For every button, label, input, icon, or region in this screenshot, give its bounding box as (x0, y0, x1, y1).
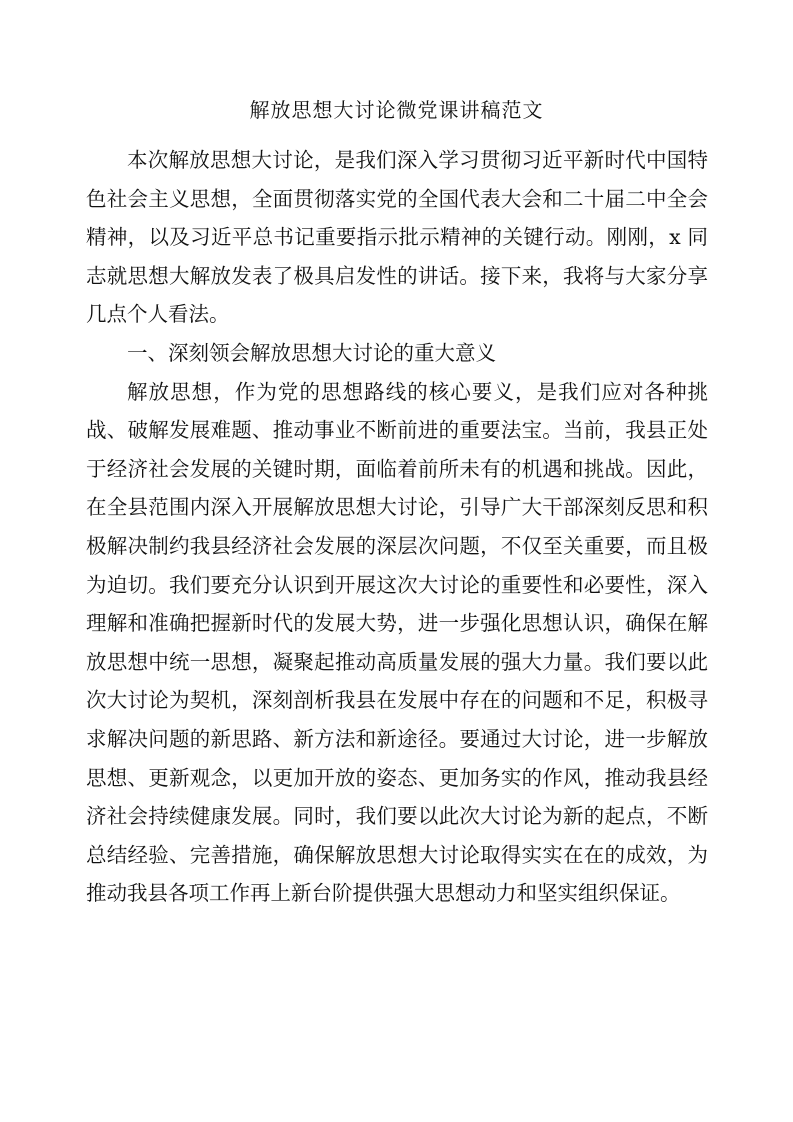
intro-paragraph: 本次解放思想大讨论，是我们深入学习贯彻习近平新时代中国特色社会主义思想，全面贯彻落实党的全国代表大会和二十届二中全会精神，以及习近平总书记重要指示批示精神的关键行动。刚刚，x 同志就思想大解放发表了极具启发性的讲话。接下来，我将与大家分享几点个人看法。 (86, 148, 708, 327)
section-heading: 一、深刻领会解放思想大讨论的重大意义 (127, 340, 496, 365)
section-paragraph: 解放思想，作为党的思想路线的核心要义，是我们应对各种挑战、破解发展难题、推动事业不断前进的重要法宝。当前，我县正处于经济社会发展的关键时期，面临着前所未有的机遇和挑战。因此，在全县范围内深入开展解放思想大讨论，引导广大干部深刻反思和积极解决制约我县经济社会发展的深层次问题，不仅至关重要，而且极为迫切。我们要充分认识到开展这次大讨论的重要性和必要性，深入理解和准确把握新时代的发展大势，进一步强化思想认识，确保在解放思想中统一思想，凝聚起推动高质量发展的强大力量。我们要以此次大讨论为契机，深刻剖析我县在发展中存在的问题和不足，积极寻求解决问题的新思路、新方法和新途径。要通过大讨论，进一步解放思想、更新观念，以更加开放的姿态、更加务实的作风，推动我县经济社会持续健康发展。同时，我们要以此次大讨论为新的起点，不断总结经验、完善措施，确保解放思想大讨论取得实实在在的成效，为推动我县各项工作再上新台阶提供强大思想动力和坚实组织保证。 (86, 379, 708, 906)
document-title: 解放思想大讨论微党课讲稿范文 (249, 98, 544, 122)
document-body (86, 141, 708, 913)
